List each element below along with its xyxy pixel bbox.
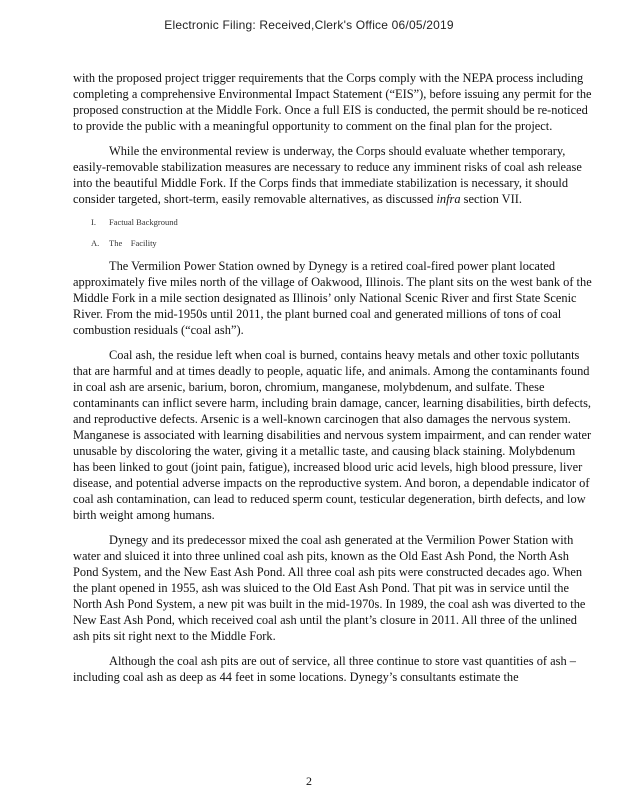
paragraph-stabilization <box>73 143 593 207</box>
filing-stamp-header: Electronic Filing: Received,Clerk's Office 06/05/2019 <box>164 18 454 32</box>
subsection-title: The Facility <box>109 238 157 248</box>
paragraph-stabilization-tail: section VII. <box>460 192 522 206</box>
paragraph-vermilion-station: The Vermilion Power Station owned by Dynegy is a retired coal-fired power plant located approximately five miles north of the village of Oakwood, Illinois. The plant sits on the west bank of the Middle Fork in a mile section designated as Illinois’ only National Scenic River and first State Scenic River. From the mid-1950s until 2011, the plant burned coal and generated millions of tons of coal combustion residuals (“coal ash”). <box>73 259 592 337</box>
subsection-heading-facility <box>73 237 593 249</box>
infra-reference: infra <box>436 192 461 206</box>
paragraph-ash-pits: Dynegy and its predecessor mixed the coal ash generated at the Vermilion Power Station with water and sluiced it into three unlined coal ash pits, known as the Old East Ash Pond, the North Ash Pond System, and the New East Ash Pond. All three coal ash pits were constructed decades ago. When the plant opened in 1955, ash was sluiced to the Old East Ash Pond. That pit was in service until the North Ash Pond System, a new pit was built in the mid-1970s. In 1989, the coal ash was diverted to the New East Ash Pond, which received coal ash until the plant’s closure in 2011. All three of the unlined ash pits sit right next to the Middle Fork. <box>73 533 586 643</box>
section-number: I. <box>91 217 96 227</box>
section-title: Factual Background <box>109 217 178 227</box>
paragraph-coal-ash-toxics: Coal ash, the residue left when coal is burned, contains heavy metals and other toxic pollutants that are harmful and at times deadly to people, aquatic life, and animals. Among the contaminants found in coal ash are arsenic, barium, boron, chromium, manganese, molybdenum, and sulfate. These contaminants can inflict severe harm, including brain damage, cancer, learning disabilities, birth defects, and reproductive defects. Arsenic is a well-known carcinogen that also damages the nervous system. Manganese is associated with learning disabilities and nervous system impairment, and can render water unusable by discoloring the water, giving it a metallic taste, and causing black staining. Molybdenum has been linked to gout (joint pain, fatigue), increased blood uric acid levels, high blood pressure, liver disease, and potential adverse impacts on the reproductive system. And boron, a dependable indicator of coal ash contamination, can lead to reduced sperm count, testicular degeneration, birth defects, and low birth weight among humans. <box>73 348 592 522</box>
paragraph-stabilization-text: While the environmental review is underway, the Corps should evaluate whether temporary, easily-removable stabilization measures are necessary to reduce any imminent risks of coal ash release into the beautiful Middle Fork. If the Corps finds that immediate stabilization is necessary, it should consider targeted, short-term, easily removable alternatives, as discussed <box>73 144 582 206</box>
paragraph-nepa: with the proposed project trigger requirements that the Corps comply with the NEPA process including completing a comprehensive Environmental Impact Statement (“EIS”), before issuing any permit for the proposed construction at the Middle Fork. Once a full EIS is conducted, the permit should be re-noticed to provide the public with a meaningful opportunity to comment on the final plan for the project. <box>73 71 592 133</box>
document-body <box>73 70 593 694</box>
subsection-number: A. <box>91 238 100 248</box>
paragraph-ash-storage: Although the coal ash pits are out of service, all three continue to store vast quantities of ash – including coal ash as deep as 44 feet in some locations. Dynegy’s consultants estimate the <box>73 654 576 684</box>
page-number: 2 <box>306 774 312 788</box>
section-heading-factual-background <box>73 216 593 228</box>
